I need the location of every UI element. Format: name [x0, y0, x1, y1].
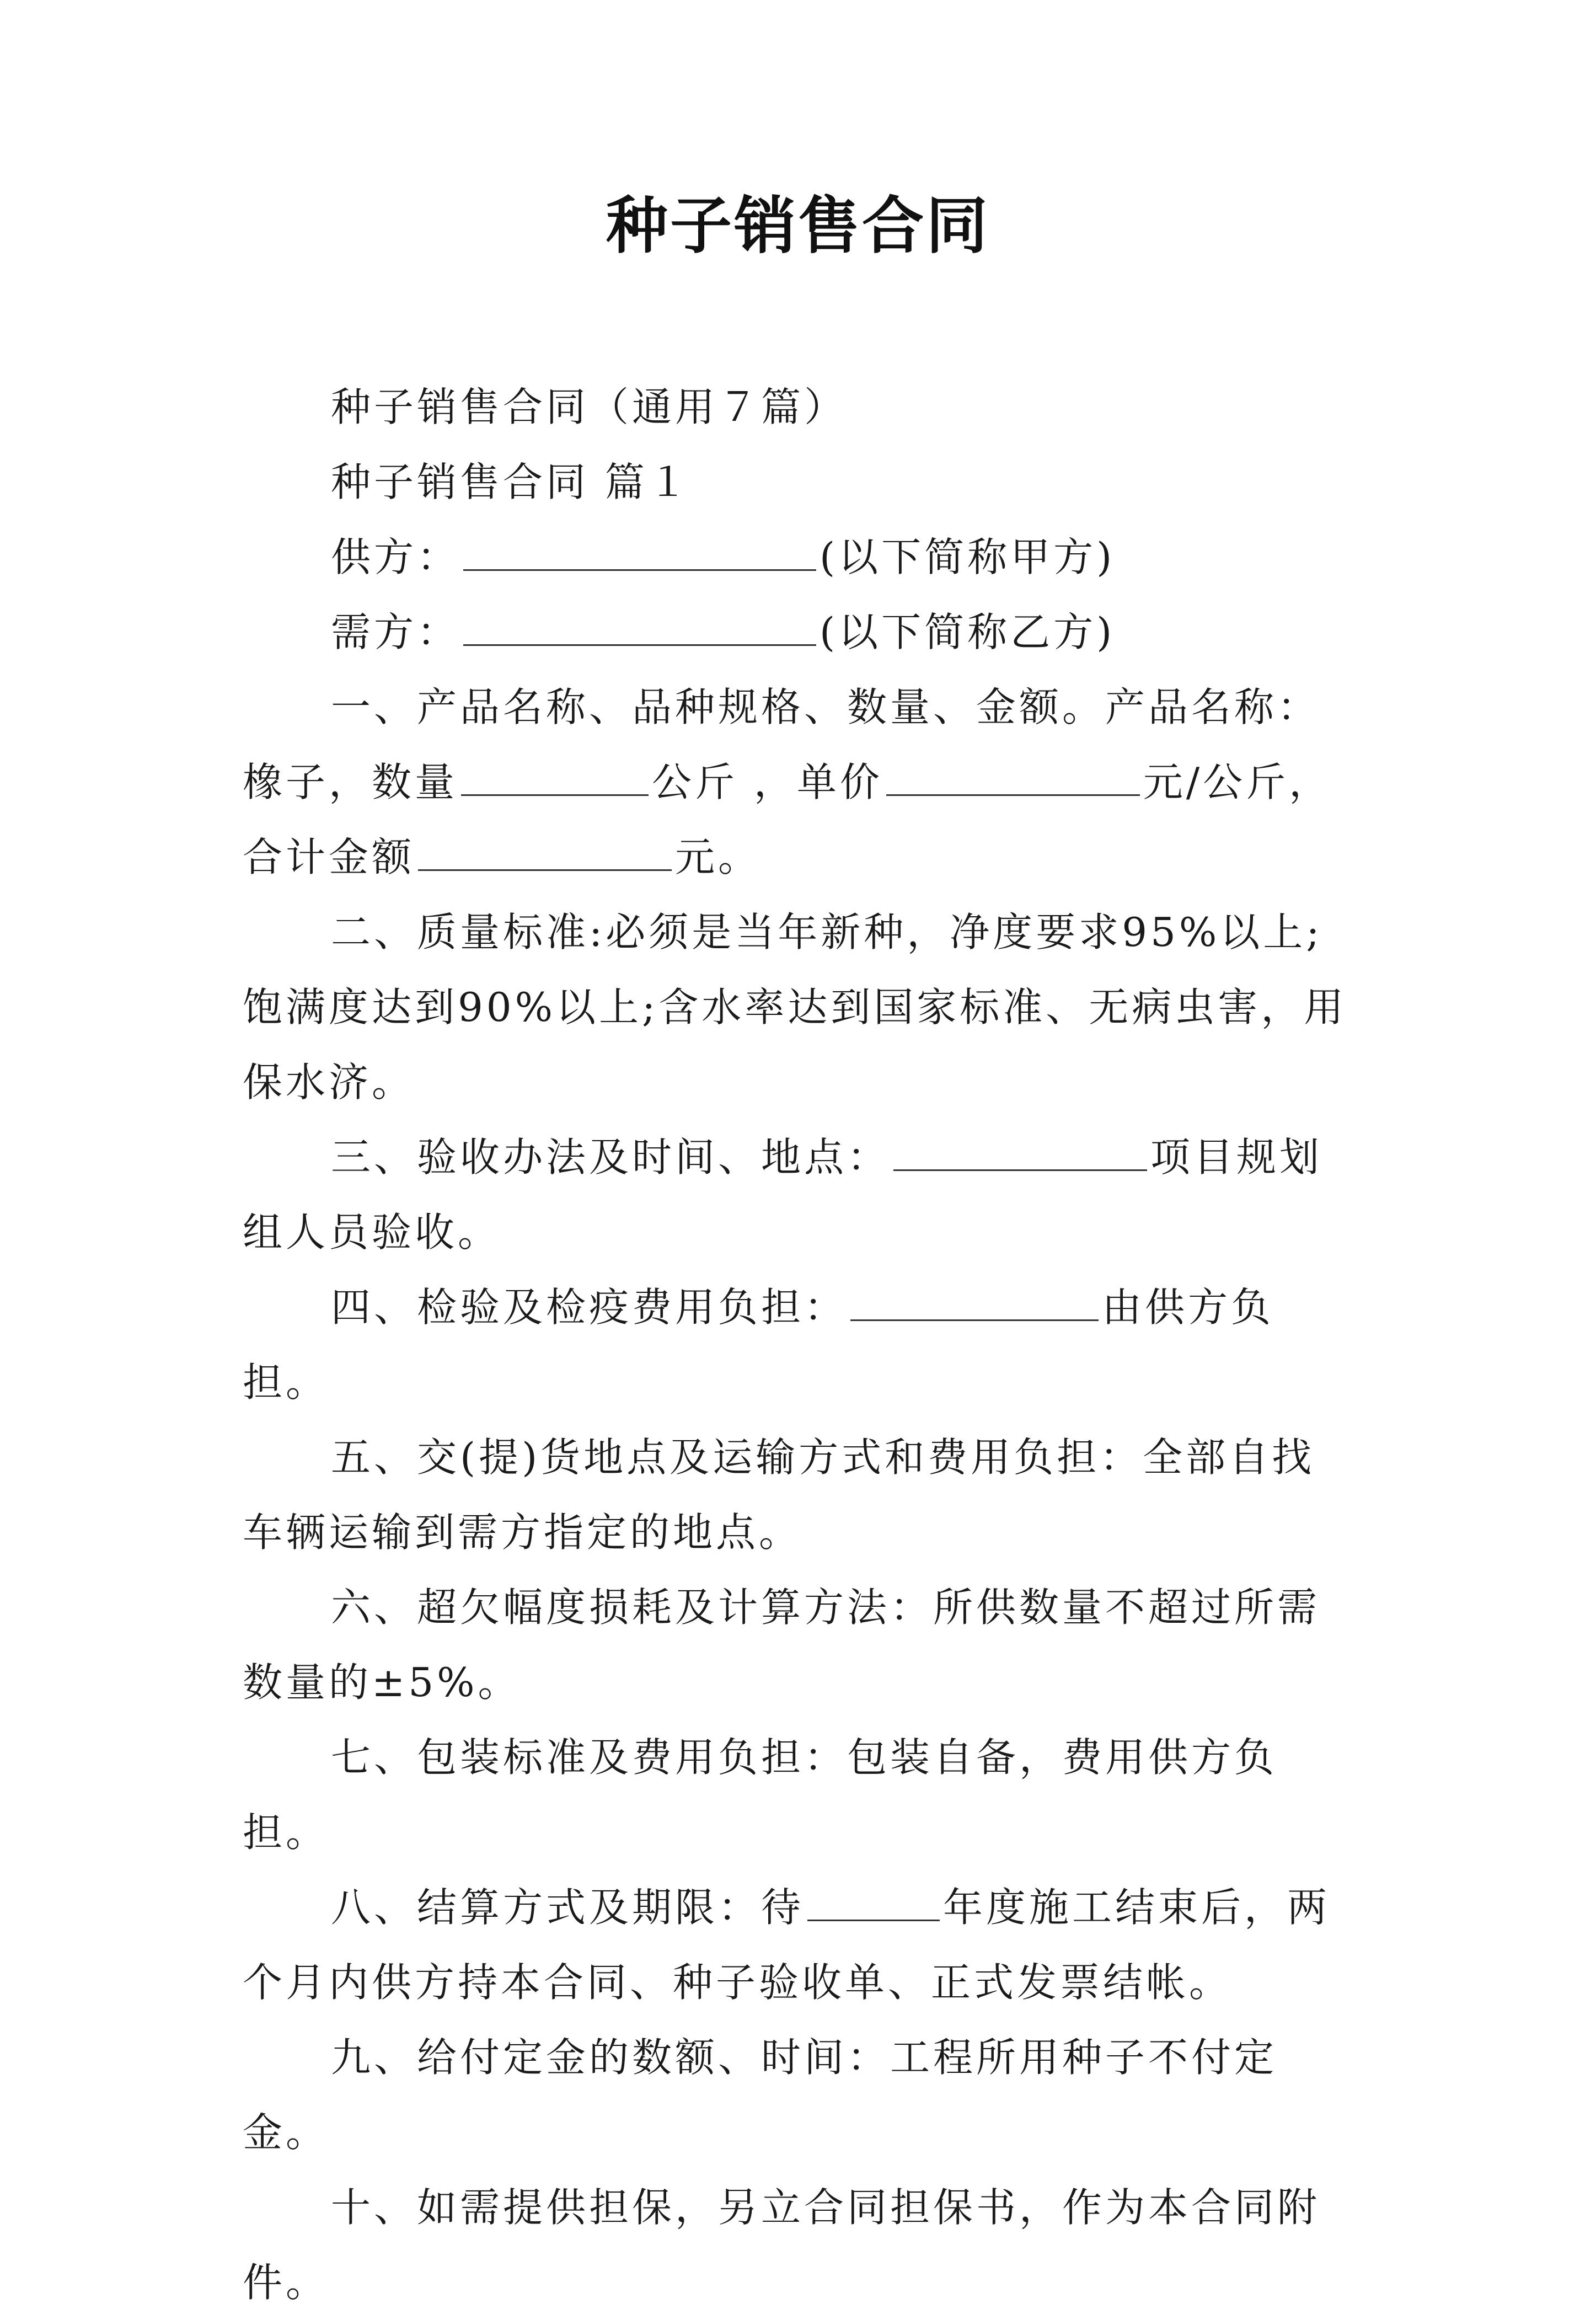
- clause-6: 六、超欠幅度损耗及计算方法：所供数量不超过所需数量的±5%。: [243, 1584, 1321, 1706]
- buyer-blank: [463, 611, 816, 646]
- acceptance-blank: [893, 1136, 1147, 1171]
- clause-9: 九、给付定金的数额、时间：工程所用种子不付定金。: [243, 2034, 1278, 2156]
- clause-2: 二、质量标准:必须是当年新种，净度要求95%以上;饱满度达到90%以上;含水率达到国家标准、无病虫害，用保水济。: [243, 909, 1347, 1105]
- clause-4: [243, 1270, 1357, 1420]
- clause-5: 五、交(提)货地点及运输方式和费用负担：全部自找车辆运输到需方指定的地点。: [243, 1434, 1315, 1555]
- clause-4-text-a: 四、检验及检疫费用负担：: [331, 1284, 848, 1330]
- clause-3: [243, 1120, 1357, 1270]
- clause-8: [243, 1870, 1357, 2020]
- supplier-line: [243, 520, 1357, 595]
- clause-4-text-b: 由供方负担。: [243, 1284, 1274, 1405]
- supplier-label: 供方：: [331, 534, 460, 580]
- quantity-blank: [461, 761, 649, 796]
- unit-price-blank: [886, 761, 1140, 796]
- clause-1-text-c: 元/公斤，合计金额: [243, 759, 1332, 880]
- clause-3-text-b: 项目规划组人员验收。: [243, 1134, 1323, 1255]
- clause-7: 七、包装标准及费用负担：包装自备，费用供方负担。: [243, 1734, 1278, 1856]
- clause-10: 十、如需提供担保，另立合同担保书，作为本合同附件。: [243, 2184, 1321, 2306]
- section-heading: 种子销售合同 篇１: [331, 459, 691, 505]
- document-body: [243, 370, 1357, 2320]
- inspection-blank: [850, 1286, 1099, 1321]
- document-title: 种子销售合同: [606, 190, 990, 262]
- clause-8-text-a: 八、结算方式及期限：待: [331, 1884, 805, 1931]
- clause-1-text-a: 一、产品名称、品种规格、数量、金额。产品名称：橡子，数量: [243, 684, 1321, 805]
- clause-3-text-a: 三、验收办法及时间、地点：: [331, 1134, 891, 1180]
- subtitle: 种子销售合同（通用７篇）: [331, 384, 848, 430]
- clause-1-text-d: 元。: [675, 834, 762, 880]
- supplier-blank: [463, 536, 816, 571]
- buyer-line: [243, 595, 1357, 670]
- buyer-label: 需方：: [331, 609, 460, 655]
- buyer-note: (以下简称乙方): [820, 609, 1116, 655]
- total-amount-blank: [418, 836, 672, 871]
- clause-1-text-b: 公斤 ，单价: [652, 759, 883, 805]
- clause-1: [243, 670, 1357, 895]
- supplier-note: (以下简称甲方): [820, 534, 1116, 580]
- year-blank: [807, 1886, 940, 1921]
- clause-8-text-b: 年度施工结束后，两个月内供方持本合同、种子验收单、正式发票结帐。: [243, 1884, 1331, 2006]
